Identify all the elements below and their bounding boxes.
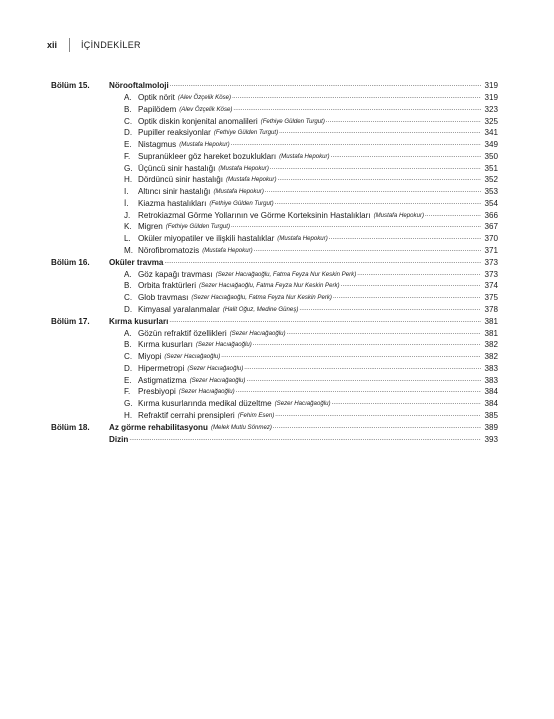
- dot-leader: [287, 328, 481, 340]
- entry-letter: A.: [124, 93, 132, 103]
- entry-author: (Mustafa Hepokur): [226, 176, 277, 184]
- entry-title: Nörofibromatozis: [138, 245, 200, 255]
- dot-leader: [332, 398, 482, 410]
- entry-title: Dördüncü sinir hastalığı: [138, 175, 224, 185]
- entry-author: (Sezer Hacıağaoğlu): [195, 341, 252, 349]
- toc-section: [51, 316, 498, 328]
- entry-title: Papilödem: [138, 104, 177, 114]
- toc-entry: [51, 398, 498, 410]
- entry-page-number: 351: [484, 163, 498, 173]
- dot-leader: [246, 375, 481, 387]
- entry-body: [138, 351, 481, 363]
- entry-page-number: 374: [484, 281, 498, 291]
- toc-index-entry: [51, 434, 498, 446]
- toc-entry: [51, 410, 498, 422]
- dot-leader: [244, 363, 481, 375]
- entry-body: [109, 80, 481, 92]
- header-title: İÇİNDEKİLER: [81, 40, 141, 50]
- entry-page-number: 353: [484, 187, 498, 197]
- entry-letter: A.: [124, 328, 132, 338]
- entry-title: Hipermetropi: [138, 363, 185, 373]
- entry-letter: F.: [124, 387, 131, 397]
- toc-entry: [51, 163, 498, 175]
- entry-title: Kiazma hastalıkları: [138, 198, 207, 208]
- entry-author: (Mustafa Hepokur): [202, 246, 253, 254]
- entry-body: [138, 410, 481, 422]
- toc-entry: [51, 304, 498, 316]
- entry-author: (Sezer Hacıağaoğlu): [187, 364, 244, 372]
- toc-entry: [51, 151, 498, 163]
- entry-letter: B.: [124, 340, 132, 350]
- entry-author: (Sezer Hacıağaoğlu): [274, 400, 331, 408]
- entry-body: [138, 210, 481, 222]
- entry-title: Kırma kusurları: [109, 316, 169, 326]
- entry-body: [138, 221, 481, 233]
- entry-letter: H.: [124, 410, 133, 420]
- dot-leader: [164, 257, 481, 269]
- toc-entry: [51, 375, 498, 387]
- entry-letter: I.: [124, 187, 129, 197]
- toc-entry: [51, 363, 498, 375]
- entry-author: (Sezer Hacıağaoğlu): [229, 329, 286, 337]
- entry-letter: J.: [124, 210, 131, 220]
- dot-leader: [170, 80, 481, 92]
- entry-page-number: 381: [484, 316, 498, 326]
- section-label: Bölüm 17.: [51, 316, 90, 326]
- toc-entry: [51, 386, 498, 398]
- entry-title: Miyopi: [138, 352, 162, 362]
- entry-author: (Fethiye Gülden Turgut): [213, 129, 279, 137]
- entry-page-number: 370: [484, 234, 498, 244]
- entry-letter: C.: [124, 116, 133, 126]
- dot-leader: [253, 339, 481, 351]
- entry-author: (Sezer Hacıağaoğlu, Fatma Feyza Nur Keskin Perk): [215, 270, 357, 278]
- entry-title: Orbita fraktürleri: [138, 281, 197, 291]
- toc-entry: [51, 139, 498, 151]
- entry-letter: C.: [124, 293, 133, 303]
- entry-letter: D.: [124, 304, 133, 314]
- toc-section: [51, 422, 498, 434]
- toc-section: [51, 80, 498, 92]
- entry-letter: A.: [124, 269, 132, 279]
- dot-leader: [236, 386, 481, 398]
- entry-body: [138, 386, 481, 398]
- entry-title: Presbiyopi: [138, 387, 176, 397]
- entry-title: Dizin: [109, 434, 129, 444]
- dot-leader: [275, 410, 481, 422]
- toc-entry: [51, 198, 498, 210]
- entry-page-number: 382: [484, 340, 498, 350]
- entry-body: [138, 104, 481, 116]
- entry-title: Refraktif cerrahi prensipleri: [138, 410, 235, 420]
- entry-title: Supranükleer göz hareket bozuklukları: [138, 151, 277, 161]
- entry-author: (Fethiye Gülden Turgut): [165, 223, 230, 231]
- header-divider: [69, 38, 70, 52]
- toc-entry: [51, 221, 498, 233]
- entry-body: [138, 186, 481, 198]
- dot-leader: [279, 127, 481, 139]
- entry-page-number: 378: [484, 304, 498, 314]
- entry-title: Pupiller reaksiyonlar: [138, 128, 211, 138]
- entry-letter: D.: [124, 363, 133, 373]
- entry-body: [138, 116, 481, 128]
- entry-title: Retrokiazmal Görme Yollarının ve Görme Korteksinin Hastalıkları: [138, 210, 371, 220]
- entry-title: Astigmatizma: [138, 375, 187, 385]
- entry-author: (Fehim Esen): [237, 411, 275, 419]
- entry-author: (Melek Mutlu Sönmez): [210, 423, 272, 431]
- entry-author: (Sezer Hacıağaoğlu, Fatma Feyza Nur Keskin Perk): [199, 282, 340, 290]
- running-header: [47, 38, 141, 52]
- table-of-contents: [51, 80, 498, 445]
- entry-page-number: 341: [484, 128, 498, 138]
- toc-entry: [51, 292, 498, 304]
- entry-body: [138, 269, 481, 281]
- entry-letter: C.: [124, 352, 133, 362]
- entry-body: [138, 139, 481, 151]
- toc-entry: [51, 186, 498, 198]
- entry-author: (Mustafa Hepokur): [218, 164, 269, 172]
- toc-entry: [51, 280, 498, 292]
- entry-body: [138, 339, 481, 351]
- entry-title: Altıncı sinir hastalığı: [138, 187, 211, 197]
- entry-page-number: 352: [484, 175, 498, 185]
- entry-body: [109, 257, 481, 269]
- entry-title: Kırma kusurları: [138, 340, 193, 350]
- entry-author: (Fethiye Gülden Turgut): [209, 199, 274, 207]
- section-label: Bölüm 15.: [51, 81, 90, 91]
- entry-body: [138, 245, 481, 257]
- dot-leader: [254, 245, 481, 257]
- entry-author: (Sezer Hacıağaoğlu): [189, 376, 246, 384]
- section-label: Bölüm 16.: [51, 257, 90, 267]
- entry-title: Üçüncü sinir hastalığı: [138, 163, 216, 173]
- entry-body: [138, 292, 481, 304]
- entry-page-number: 367: [484, 222, 498, 232]
- dot-leader: [232, 92, 481, 104]
- entry-page-number: 375: [484, 293, 498, 303]
- entry-page-number: 350: [484, 151, 498, 161]
- dot-leader: [329, 233, 481, 245]
- toc-entry: [51, 328, 498, 340]
- header-page-number: xii: [47, 40, 58, 50]
- section-label: Bölüm 18.: [51, 422, 90, 432]
- entry-page-number: 384: [484, 387, 498, 397]
- entry-author: (Sezer Hacıağaoğlu, Fatma Feyza Nur Keskin Perk): [191, 294, 332, 302]
- entry-page-number: 393: [484, 434, 498, 444]
- entry-page-number: 366: [484, 210, 498, 220]
- entry-letter: K.: [124, 222, 132, 232]
- toc-entry: [51, 351, 498, 363]
- dot-leader: [231, 139, 481, 151]
- entry-title: Glob travması: [138, 293, 189, 303]
- entry-letter: İ.: [124, 198, 129, 208]
- entry-author: (Halit Oğuz, Medine Güneş): [222, 305, 299, 313]
- dot-leader: [270, 163, 481, 175]
- entry-body: [138, 151, 481, 163]
- entry-body: [109, 316, 481, 328]
- entry-body: [138, 375, 481, 387]
- entry-author: (Sezer Hacıağaoğlu): [178, 388, 235, 396]
- dot-leader: [278, 174, 482, 186]
- dot-leader: [326, 116, 481, 128]
- entry-author: (Mustafa Hepokur): [277, 235, 328, 243]
- entry-letter: G.: [124, 163, 133, 173]
- entry-page-number: 319: [484, 81, 498, 91]
- dot-leader: [275, 198, 481, 210]
- entry-page-number: 319: [484, 93, 498, 103]
- entry-page-number: 373: [484, 257, 498, 267]
- toc-entry: [51, 127, 498, 139]
- entry-title: Göz kapağı travması: [138, 269, 213, 279]
- entry-body: [138, 92, 481, 104]
- dot-leader: [333, 292, 481, 304]
- entry-title: Migren: [138, 222, 163, 232]
- entry-author: (Sezer Hacıağaoğlu): [164, 353, 221, 361]
- dot-leader: [169, 316, 481, 328]
- dot-leader: [231, 221, 481, 233]
- entry-letter: G.: [124, 399, 133, 409]
- dot-leader: [129, 434, 481, 446]
- entry-page-number: 381: [484, 328, 498, 338]
- toc-entry: [51, 116, 498, 128]
- dot-leader: [221, 351, 481, 363]
- entry-page-number: 384: [484, 399, 498, 409]
- dot-leader: [273, 422, 481, 434]
- toc-entry: [51, 92, 498, 104]
- entry-body: [138, 198, 481, 210]
- entry-page-number: 373: [484, 269, 498, 279]
- entry-letter: B.: [124, 281, 132, 291]
- entry-page-number: 323: [484, 104, 498, 114]
- entry-title: Oküler travma: [109, 257, 164, 267]
- entry-author: (Alev Özçelik Köse): [179, 105, 233, 113]
- entry-page-number: 389: [484, 422, 498, 432]
- dot-leader: [425, 210, 481, 222]
- entry-author: (Mustafa Hepokur): [213, 188, 264, 196]
- dot-leader: [233, 104, 481, 116]
- dot-leader: [341, 280, 481, 292]
- entry-body: [138, 127, 481, 139]
- entry-page-number: 385: [484, 410, 498, 420]
- entry-body: [109, 434, 481, 446]
- entry-letter: H.: [124, 175, 133, 185]
- entry-author: (Mustafa Hepokur): [373, 211, 425, 219]
- entry-body: [138, 163, 481, 175]
- entry-author: (Alev Özçelik Köse): [177, 94, 232, 102]
- entry-author: (Mustafa Hepokur): [279, 152, 330, 160]
- entry-letter: F.: [124, 151, 131, 161]
- entry-title: Gözün refraktif özellikleri: [138, 328, 227, 338]
- entry-body: [138, 280, 481, 292]
- entry-body: [109, 422, 481, 434]
- entry-title: Optik diskin konjenital anomalileri: [138, 116, 258, 126]
- entry-title: Kimyasal yaralanmalar: [138, 304, 220, 314]
- entry-title: Nistagmus: [138, 140, 177, 150]
- entry-body: [138, 174, 481, 186]
- entry-title: Optik nörit: [138, 93, 175, 103]
- entry-title: Az görme rehabilitasyonu: [109, 422, 208, 432]
- entry-page-number: 382: [484, 352, 498, 362]
- entry-page-number: 349: [484, 140, 498, 150]
- entry-page-number: 371: [484, 245, 498, 255]
- entry-letter: D.: [124, 128, 133, 138]
- dot-leader: [265, 186, 481, 198]
- entry-title: Oküler miyopatiler ve ilişkili hastalıklar: [138, 234, 275, 244]
- entry-body: [138, 233, 481, 245]
- dot-leader: [331, 151, 481, 163]
- entry-page-number: 383: [484, 375, 498, 385]
- entry-page-number: 383: [484, 363, 498, 373]
- entry-title: Nörooftalmoloji: [109, 81, 169, 91]
- entry-author: (Fethiye Gülden Turgut): [260, 117, 325, 125]
- entry-letter: L.: [124, 234, 131, 244]
- toc-entry: [51, 245, 498, 257]
- entry-body: [138, 363, 481, 375]
- toc-entry: [51, 210, 498, 222]
- entry-body: [138, 304, 481, 316]
- toc-section: [51, 257, 498, 269]
- entry-body: [138, 398, 481, 410]
- toc-entry: [51, 174, 498, 186]
- entry-page-number: 354: [484, 198, 498, 208]
- entry-body: [138, 328, 481, 340]
- toc-entry: [51, 339, 498, 351]
- entry-letter: E.: [124, 375, 132, 385]
- dot-leader: [299, 304, 481, 316]
- toc-entry: [51, 104, 498, 116]
- toc-entry: [51, 233, 498, 245]
- entry-title: Kırma kusurlarında medikal düzeltme: [138, 399, 272, 409]
- entry-letter: M.: [124, 245, 133, 255]
- entry-author: (Mustafa Hepokur): [179, 141, 230, 149]
- dot-leader: [357, 269, 481, 281]
- entry-letter: E.: [124, 140, 132, 150]
- entry-letter: B.: [124, 104, 132, 114]
- toc-entry: [51, 269, 498, 281]
- entry-page-number: 325: [484, 116, 498, 126]
